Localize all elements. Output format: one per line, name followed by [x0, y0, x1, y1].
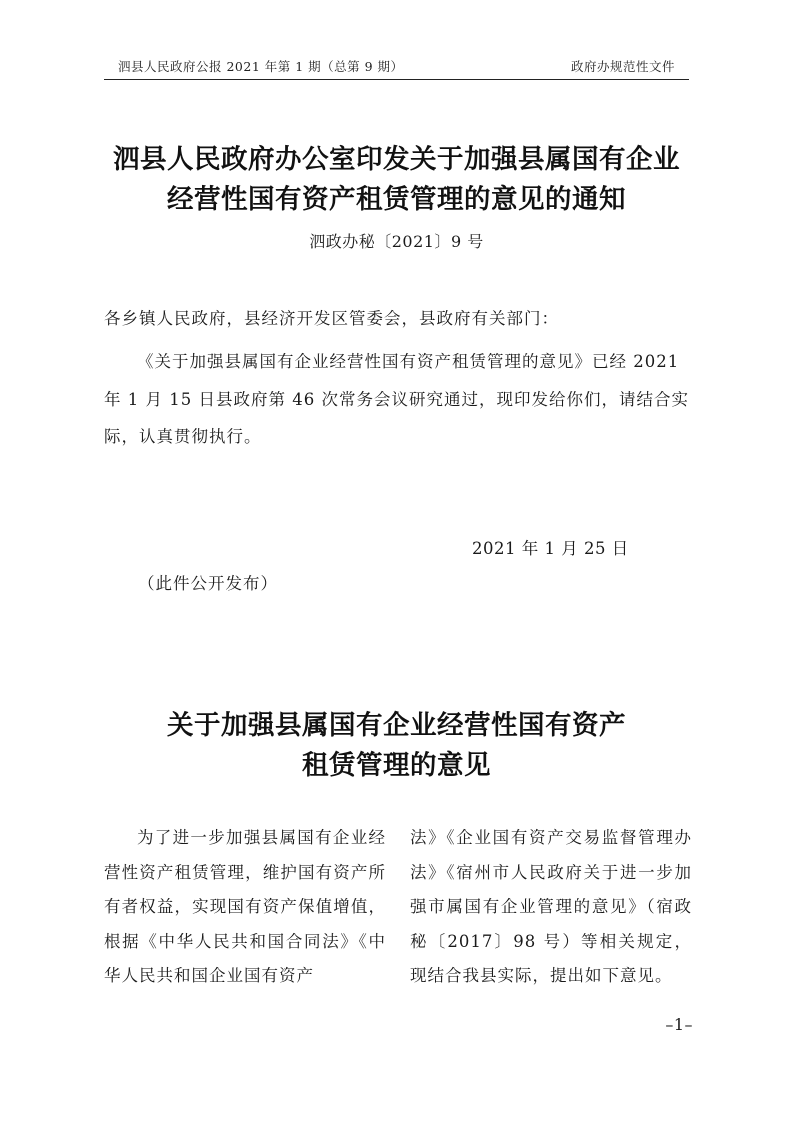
notice-title-line-1: 泗县人民政府办公室印发关于加强县属国有企业 — [113, 144, 680, 175]
notice-paragraph: 《关于加强县属国有企业经营性国有资产租赁管理的意见》已经 2021 年 1 月 15 日县政府第 46 次常务会议研究通过，现印发给你们，请结合实际，认真贯彻执行。 — [104, 352, 689, 446]
page-number: –1– — [665, 1015, 693, 1034]
header-publication: 泗县人民政府公报 2021 年第 1 期（总第 9 期） — [118, 59, 404, 74]
publish-note: （此件公开发布） — [138, 574, 278, 593]
addressee: 各乡镇人民政府，县经济开发区管委会，县政府有关部门： — [104, 309, 559, 328]
opinion-title-line-1: 关于加强县属国有企业经营性国有资产 — [167, 710, 626, 741]
opinion-title-line-2: 租赁管理的意见 — [302, 750, 491, 781]
running-header — [104, 58, 689, 80]
header-category: 政府办规范性文件 — [570, 59, 675, 74]
opinion-title — [80, 706, 713, 786]
notice-title-line-2: 经营性国有资产租赁管理的意见的通知 — [167, 184, 626, 215]
two-column-body — [104, 821, 692, 994]
column-left: 为了进一步加强县属国有企业经营性资产租赁管理，维护国有资产所有者权益，实现国有资产保值增值，根据《中华人民共和国合同法》《中华人民共和国企业国有资产 — [104, 828, 386, 985]
document-number: 泗政办秘〔2021〕9 号 — [309, 232, 484, 251]
column-right: 法》《企业国有资产交易监督管理办法》《宿州市人民政府关于进一步加强市属国有企业管理的意见》（宿政秘〔2017〕98 号）等相关规定，现结合我县实际，提出如下意见。 — [410, 828, 692, 985]
issue-date: 2021 年 1 月 25 日 — [472, 539, 629, 558]
notice-title — [80, 140, 713, 220]
